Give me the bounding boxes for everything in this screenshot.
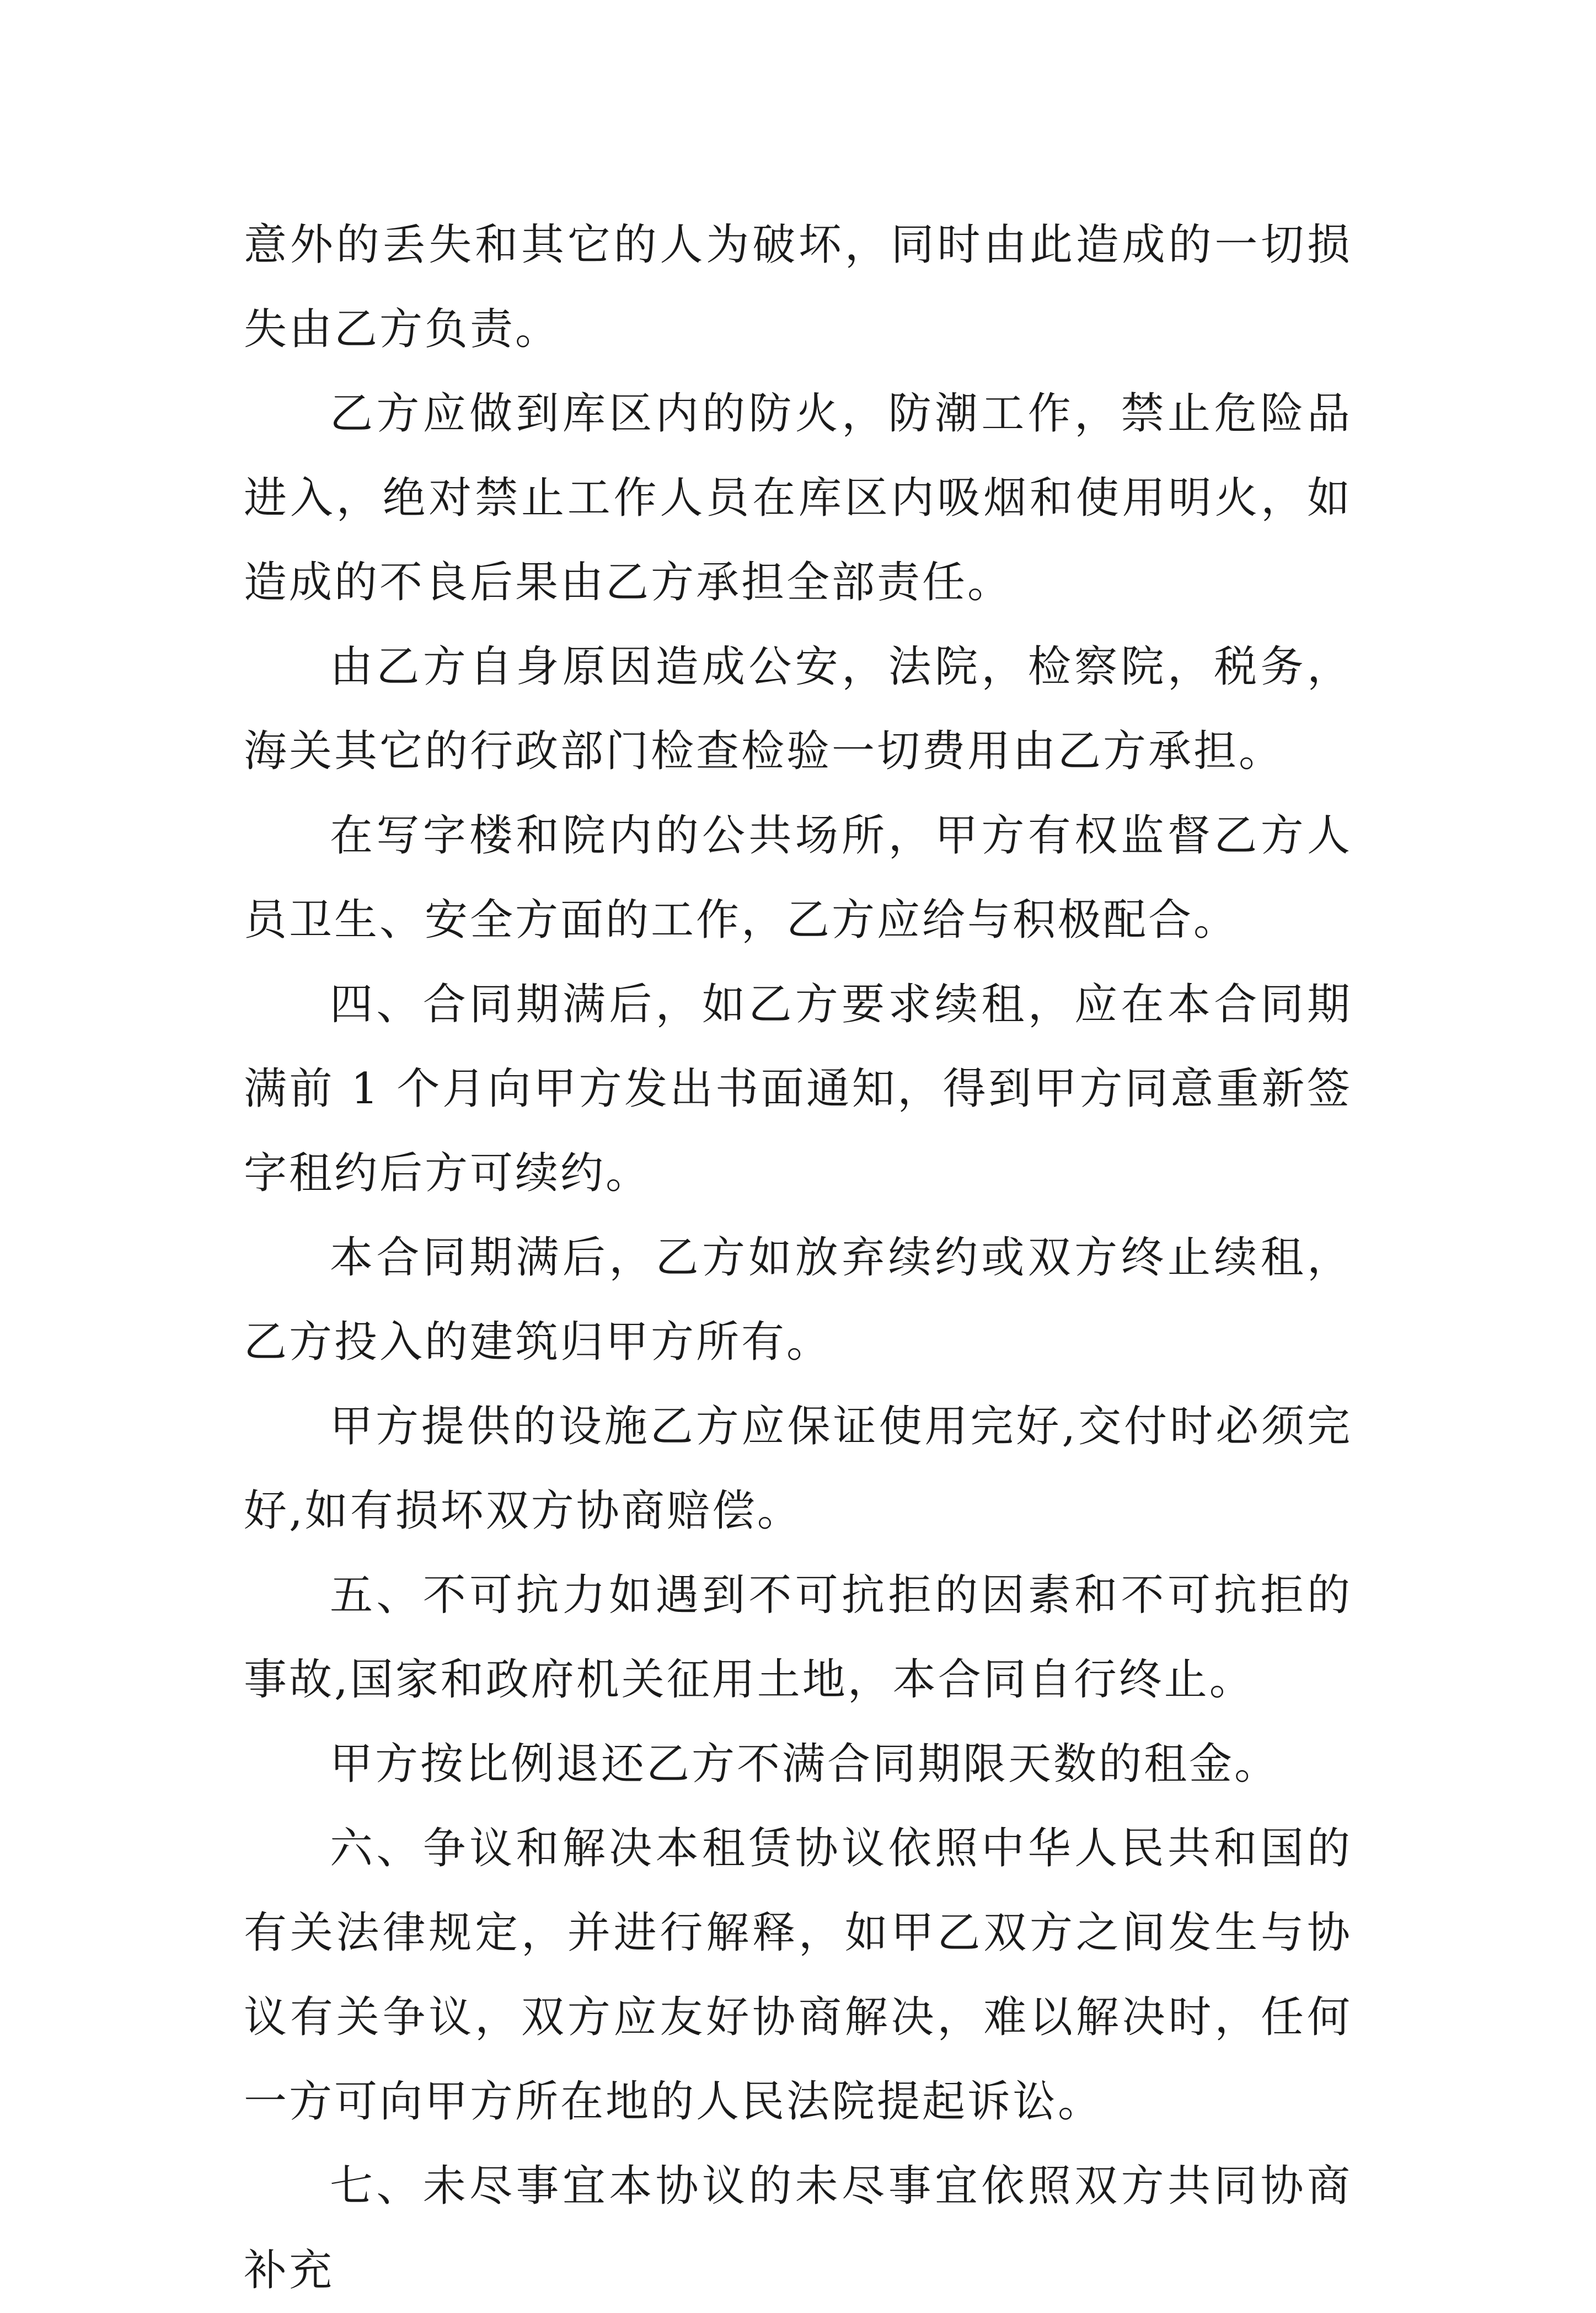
paragraph-inspection-costs: 由乙方自身原因造成公安，法院，检察院，税务，海关其它的行政部门检查检验一切费用由乙方承担。 xyxy=(244,642,1352,776)
paragraph-public-areas: 在写字楼和院内的公共场所，甲方有权监督乙方人员卫生、安全方面的工作，乙方应给与积极配合。 xyxy=(244,811,1352,945)
paragraph-force-majeure: 五、不可抗力如遇到不可抗拒的因素和不可抗拒的事故,国家和政府机关征用土地，本合同自行终止。 xyxy=(244,1571,1352,1705)
document-body xyxy=(244,203,1352,2313)
paragraph-disputes: 六、争议和解决本租赁协议依照中华人民共和国的有关法律规定，并进行解释，如甲乙双方之间发生与协议有关争议，双方应友好协商解决，难以解决时，任何一方可向甲方所在地的人民法院提起诉讼。 xyxy=(244,1824,1352,2127)
paragraph-renewal: 四、合同期满后，如乙方要求续租，应在本合同期满前 1 个月向甲方发出书面通知，得到甲方同意重新签字租约后方可续约。 xyxy=(244,980,1352,1198)
paragraph-expiry-buildings: 本合同期满后，乙方如放弃续约或双方终止续租，乙方投入的建筑归甲方所有。 xyxy=(244,1233,1352,1367)
paragraph-rent-refund: 甲方按比例退还乙方不满合同期限天数的租金。 xyxy=(330,1739,1280,1789)
paragraph-loss-responsibility: 意外的丢失和其它的人为破坏，同时由此造成的一切损失由乙方负责。 xyxy=(244,220,1352,354)
paragraph-unresolved-matters: 七、未尽事宜本协议的未尽事宜依照双方共同协商补充 xyxy=(244,2161,1352,2295)
paragraph-fire-prevention: 乙方应做到库区内的防火，防潮工作，禁止危险品进入，绝对禁止工作人员在库区内吸烟和使用明火，如造成的不良后果由乙方承担全部责任。 xyxy=(244,389,1352,607)
paragraph-facilities: 甲方提供的设施乙方应保证使用完好,交付时必须完好,如有损坏双方协商赔偿。 xyxy=(244,1402,1352,1536)
